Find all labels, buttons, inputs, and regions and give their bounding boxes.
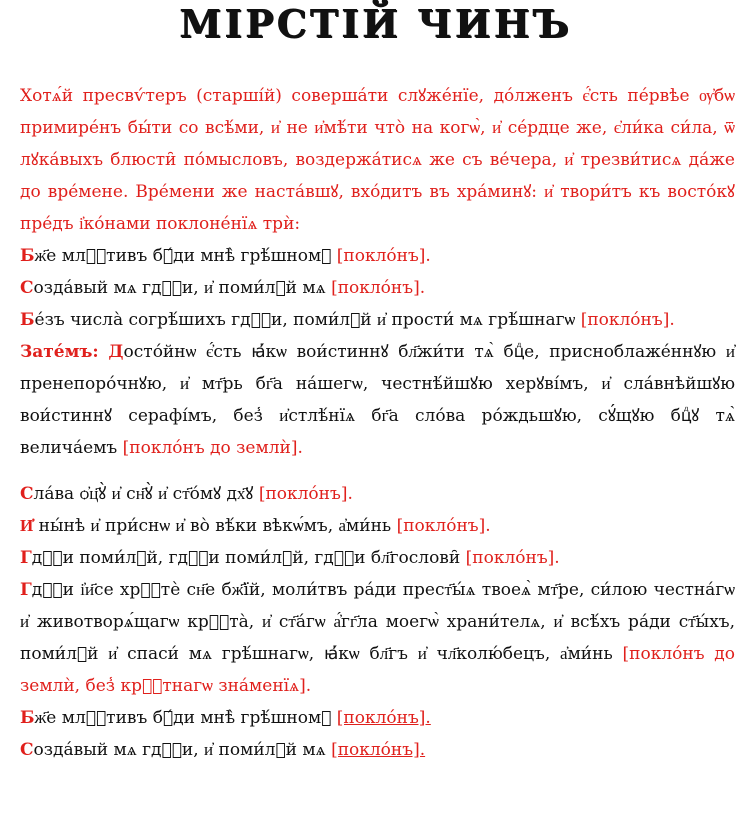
long-prayer-paragraph: [20, 574, 735, 702]
bow-instruction[interactable]: [поклóнъ до землѝ, без̾ крⷭ҇тнагѡ зна́менїѧ].: [20, 644, 735, 696]
bow-link[interactable]: [поклóнъ].: [331, 740, 426, 760]
intro-rubric: Хотѧ́й пресвѵ́теръ (старшíй) совершáти слꙋжéнїе, дóлженъ є҆́сть пéрвѣе ѹ҆бѡ примирéнъ бы́ти со всѣ́ми, и҆ не и҆мѣ́ти что̀ на когѡ̀, и҆ сéрдце же, є҆ли́ка си́ла, ѿ лꙋка́выхъ блюсти̑ по́мысловъ, воздержа́тисѧ же съ ве́чера, и҆ трезви́тисѧ да́же до вре́мене. Вре́мени же наста́вшꙋ, вхо́дитъ въ хра́минꙋ: и҆ твори́тъ къ восто́кꙋ пре́дъ і҆ко́нами поклоне́нїѧ трѝ:: [20, 86, 735, 234]
prayer-text: оздáвый мѧ гдⷭ҇и, и҆ поми́лꙋй мѧ: [33, 278, 332, 298]
initial-capital: Д: [108, 342, 124, 362]
bow-link[interactable]: [поклóнъ].: [336, 708, 431, 728]
prayer-text: дⷭ҇и і҆и҃се хрⷭ҇тѐ сн҃е бж҃їй, моли́твъ ра́ди прест҃ы́ѧ твоеѧ̀ мт҃ре, си́лою честна́гѡ и҆ животворѧ́щагѡ крⷭ҇та̀, и҆ ст҃а́гѡ а҆́гг҃ла моегѡ̀ храни́телѧ, и҆ всѣ́хъ ра́ди ст҃ы́хъ, поми́лꙋй и҆ спаси́ мѧ грѣ́шнагѡ, ꙗ҆́кѡ бл҃гъ и҆ чл҃колю́бецъ, а҆ми́нь: [20, 580, 735, 664]
bow-instruction[interactable]: [поклóнъ].: [258, 484, 353, 504]
prayer-text: оздáвый мѧ гдⷭ҇и, и҆ поми́лꙋй мѧ: [33, 740, 332, 760]
prayer-line: [20, 734, 735, 766]
initial-capital: Г: [20, 548, 32, 568]
initial-capital: И҆: [20, 516, 34, 536]
bow-instruction[interactable]: [поклóнъ].: [465, 548, 560, 568]
zatem-label: Затéмъ:: [20, 342, 99, 362]
bow-instruction[interactable]: [поклóнъ до землѝ].: [122, 438, 303, 458]
prayer-text: ны́нѣ и҆ при́снѡ и҆ во̀ вѣ́ки вѣкѡ́мъ, а҆ми́нь: [33, 516, 397, 536]
prayer-line: [20, 304, 735, 336]
bow-instruction[interactable]: [поклóнъ].: [396, 516, 491, 536]
bow-instruction[interactable]: [поклóнъ].: [336, 246, 431, 266]
prayer-line: [20, 542, 735, 574]
document-body: [20, 80, 735, 766]
prayer-line: [20, 240, 735, 272]
initial-capital: Б: [20, 708, 35, 728]
zatem-paragraph: [20, 336, 735, 464]
page-title: МІРСТІЙ ЧИНЪ: [179, 1, 572, 46]
bow-instruction[interactable]: [поклóнъ].: [331, 278, 426, 298]
initial-capital: С: [20, 740, 34, 760]
spacer: [20, 464, 735, 478]
prayer-line: [20, 702, 735, 734]
prayer-text: ж҃е млⷭ҇тивъ бꙋ́ди мнѣ̀ грѣ́шномꙋ: [34, 708, 337, 728]
prayer-text: ж҃е млⷭ҇тивъ бꙋ́ди мнѣ̀ грѣ́шномꙋ: [34, 246, 337, 266]
prayer-text: ла́ва ѻ҆ц҃ꙋ̀ и҆ сн҃ꙋ̀ и҆ ст҃о́мꙋ дх҃ꙋ: [33, 484, 259, 504]
bow-instruction[interactable]: [поклóнъ].: [580, 310, 675, 330]
prayer-line: [20, 272, 735, 304]
initial-capital: С: [20, 278, 34, 298]
initial-capital: Г: [20, 580, 32, 600]
initial-capital: Б: [20, 246, 35, 266]
prayer-text: дⷭ҇и поми́лꙋй, гдⷭ҇и поми́лꙋй, гдⷭ҇и бл҃гослови̑: [31, 548, 466, 568]
prayer-line: [20, 510, 735, 542]
initial-capital: Б: [20, 310, 35, 330]
initial-capital: С: [20, 484, 34, 504]
prayer-text: е́зъ числа̀ согрѣ́шихъ гдⷭ҇и, поми́лꙋй и҆ прости́ мѧ грѣ́шнагѡ: [34, 310, 581, 330]
prayer-text: осто́йнѡ є҆́сть ꙗ҆́кѡ вои́стиннꙋ бл҃жи́ти тѧ̀ бцⷣе, присноблаже́ннꙋю и҆ пренепоро́чнꙋю, и҆ мт҃рь бг҃а на́шегѡ, честнѣ́йшꙋю херꙋві́мъ, и҆ сла́внѣйшꙋю вои́стиннꙋ серафі́мъ, без̾ и҆стлѣ́нїѧ бг҃а сло́ва ро́ждьшꙋю, сꙋ́щꙋю бцⷣꙋ тѧ̀ велича́емъ: [20, 342, 736, 458]
prayer-line: [20, 478, 735, 510]
